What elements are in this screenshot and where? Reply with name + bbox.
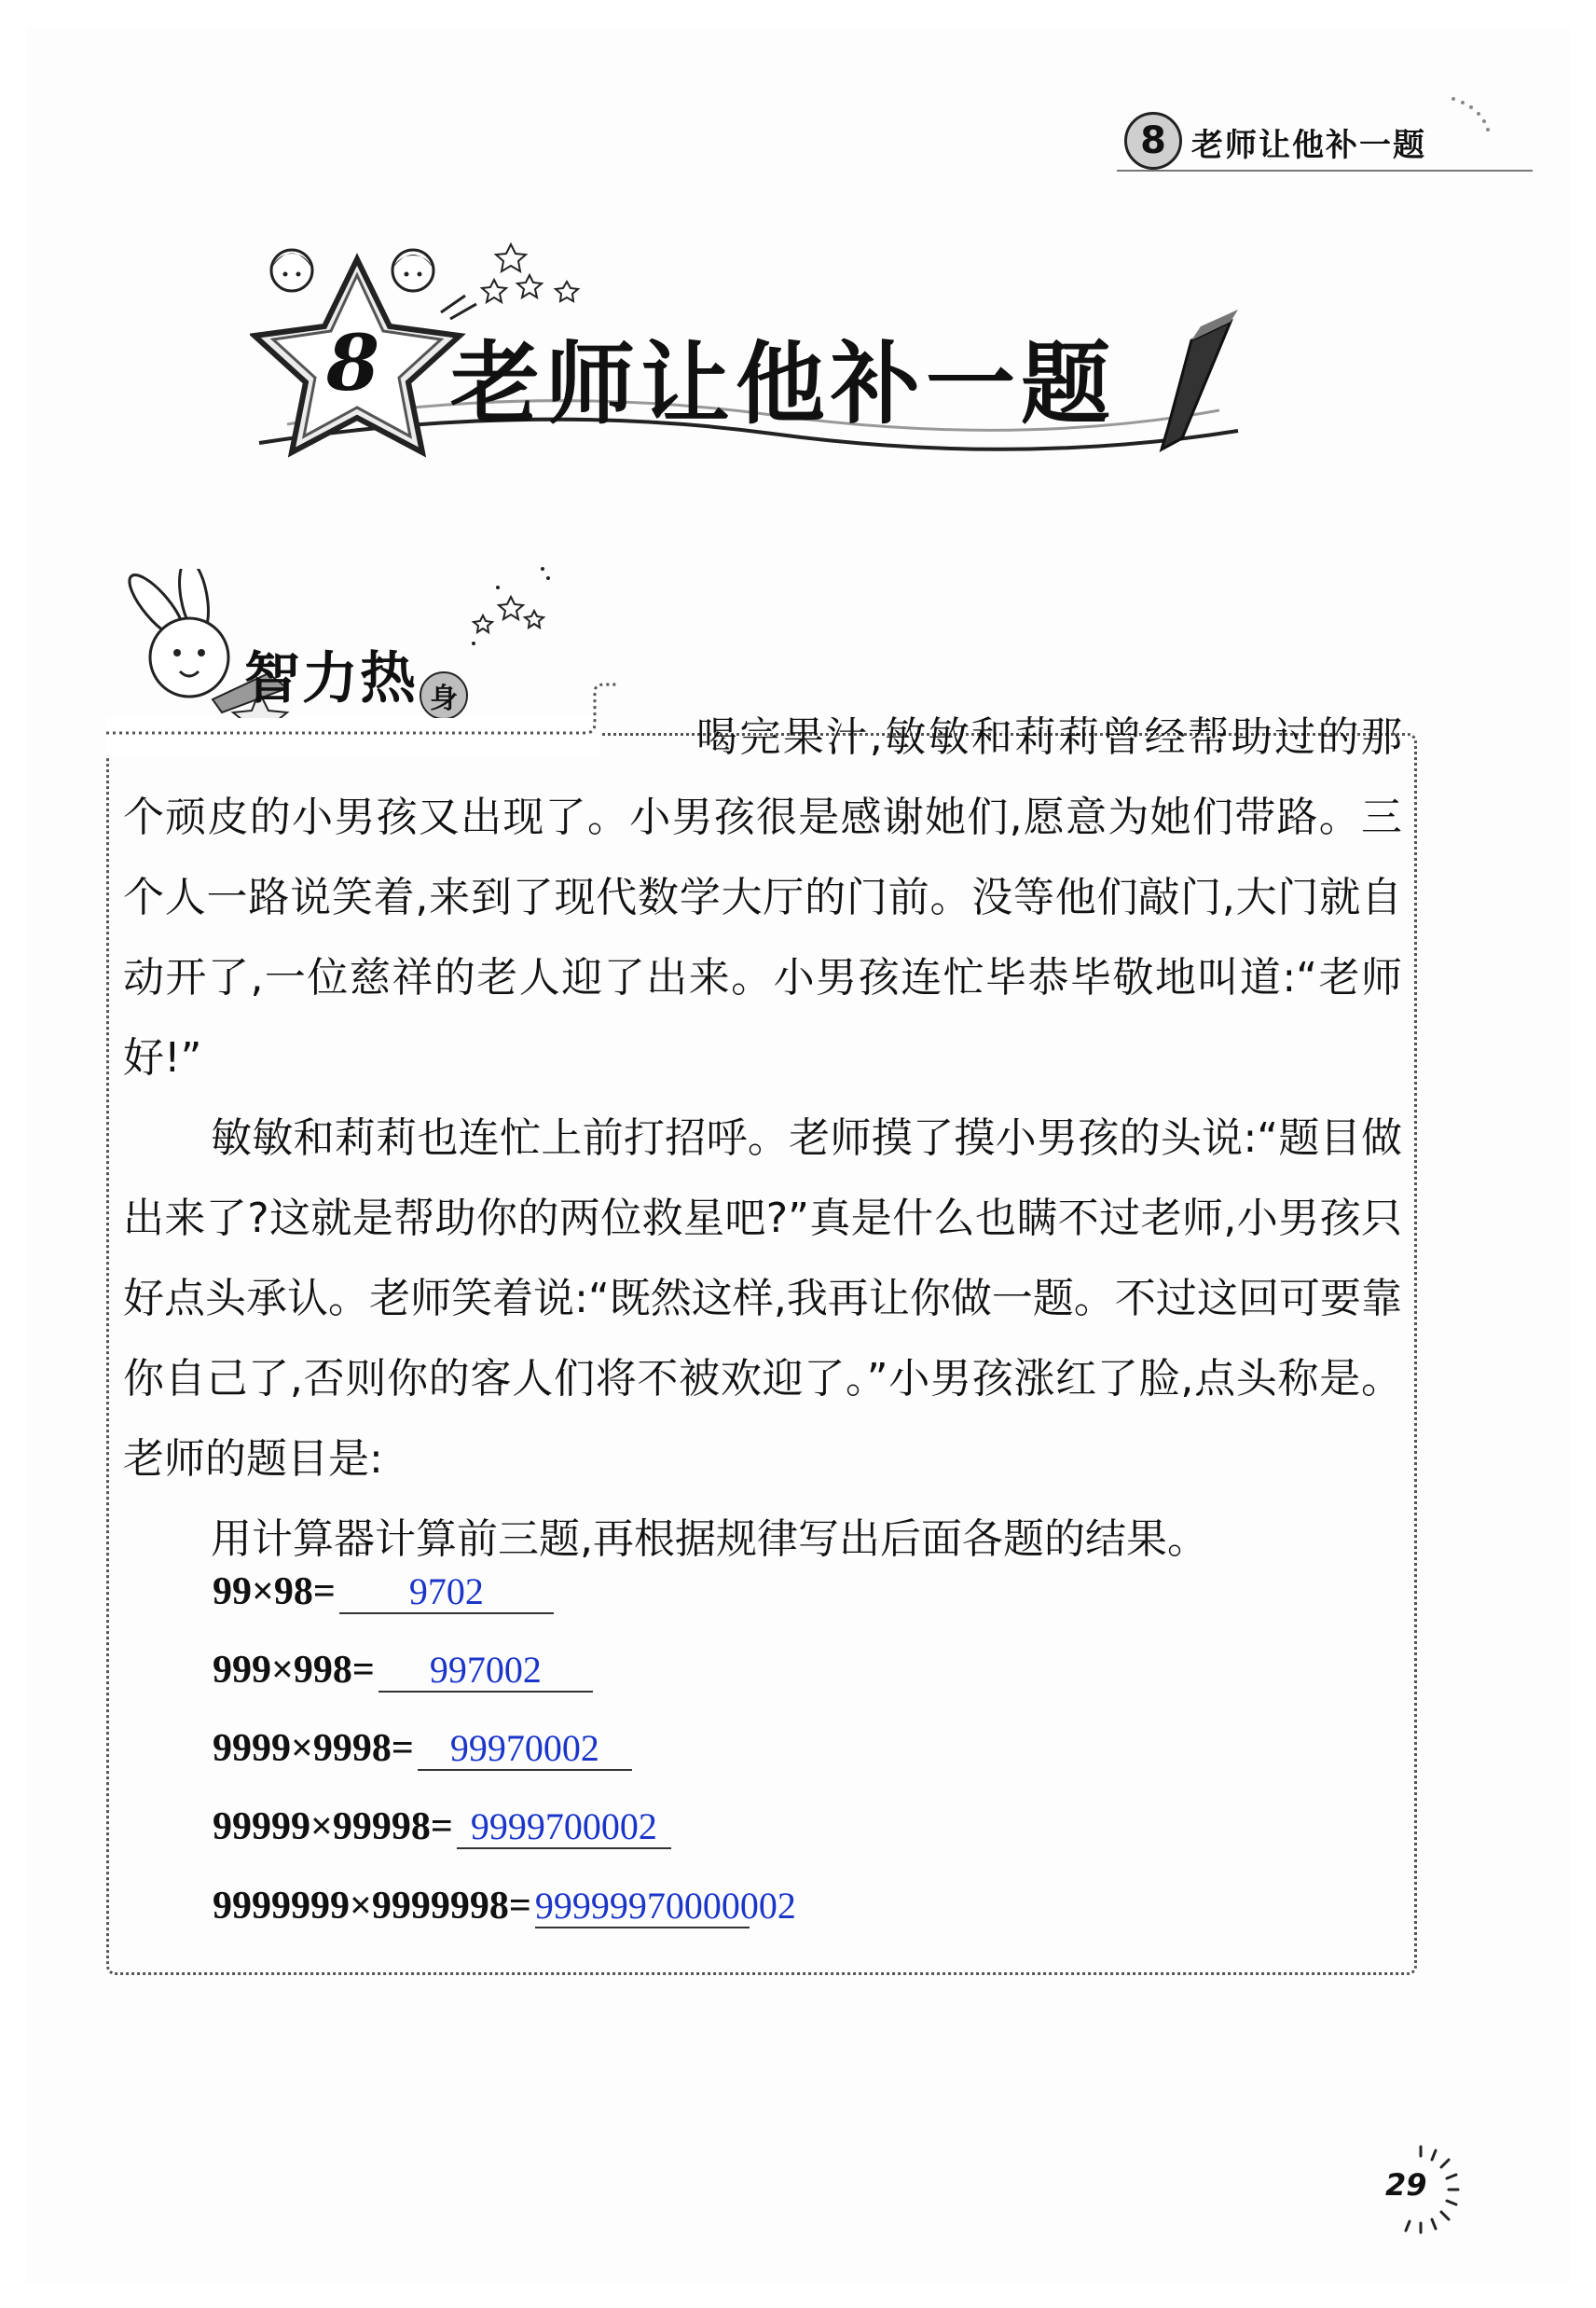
story-text xyxy=(123,698,1402,1580)
equation-answer: 9999700002 xyxy=(457,1806,671,1849)
sparkle-stars-icon xyxy=(455,560,567,662)
equation-expression: 99999×99998= xyxy=(213,1805,453,1848)
chapter-title: 老师让他补一题 xyxy=(450,332,1116,436)
equation-answer: 9702 xyxy=(339,1571,554,1614)
page-number: 29 xyxy=(1385,2167,1427,2203)
equation-expression: 999×998= xyxy=(213,1649,375,1692)
equation-row xyxy=(213,1648,593,1704)
section-label: 智力热 xyxy=(244,646,418,712)
chapter-number: 8 xyxy=(326,319,380,408)
equation-expression: 99×98= xyxy=(213,1570,336,1613)
story-paragraph: 喝完果汁,敏敏和莉莉曾经帮助过的那个顽皮的小男孩又出现了。小男孩很是感谢她们,愿意为她们带路。三个人一路说笑着,来到了现代数学大厅的门前。没等他们敲门,大门就自动开了,一位慈祥的老人迎了出来。小男孩连忙毕恭毕敬地叫道:“老师好!” xyxy=(123,713,1402,1082)
equation-expression: 9999×9998= xyxy=(213,1727,414,1770)
equation-row xyxy=(213,1804,671,1860)
dots-decoration-icon xyxy=(1448,90,1504,145)
boy-icon xyxy=(392,250,433,291)
equation-row xyxy=(213,1726,632,1782)
running-header-title: 老师让他补一题 xyxy=(1191,127,1426,164)
girl-icon xyxy=(271,250,312,291)
section-label-badge: 身 xyxy=(420,671,468,720)
equation-row xyxy=(213,1569,554,1625)
instruction-text: 用计算器计算前三题,再根据规律写出后面各题的结果。 xyxy=(211,1515,1208,1563)
small-stars-icon xyxy=(441,244,578,319)
pencil-icon xyxy=(1162,310,1238,449)
running-header xyxy=(1117,110,1533,172)
running-header-chapter-badge: 8 xyxy=(1124,112,1182,170)
equation-answer: 997002 xyxy=(378,1650,593,1693)
equation-answer: 99970002 xyxy=(418,1728,632,1771)
chapter-banner xyxy=(250,233,1257,494)
equation-expression: 9999999×9999998= xyxy=(213,1885,531,1928)
equation-row xyxy=(213,1884,796,1940)
story-paragraph: 敏敏和莉莉也连忙上前打招呼。老师摸了摸小男孩的头说:“题目做出来了?这就是帮助你的两位救星吧?”真是什么也瞒不过老师,小男孩只好点头承认。老师笑着说:“既然这样,我再让你做一题。不过这回可要靠你自己了,否则你的客人们将不被欢迎了。”小男孩涨红了脸,点头称是。老师的题目是: xyxy=(123,1114,1402,1483)
page-number-burst-icon xyxy=(1363,2137,1465,2240)
equation-answer: 99999970000002 xyxy=(534,1885,796,1927)
